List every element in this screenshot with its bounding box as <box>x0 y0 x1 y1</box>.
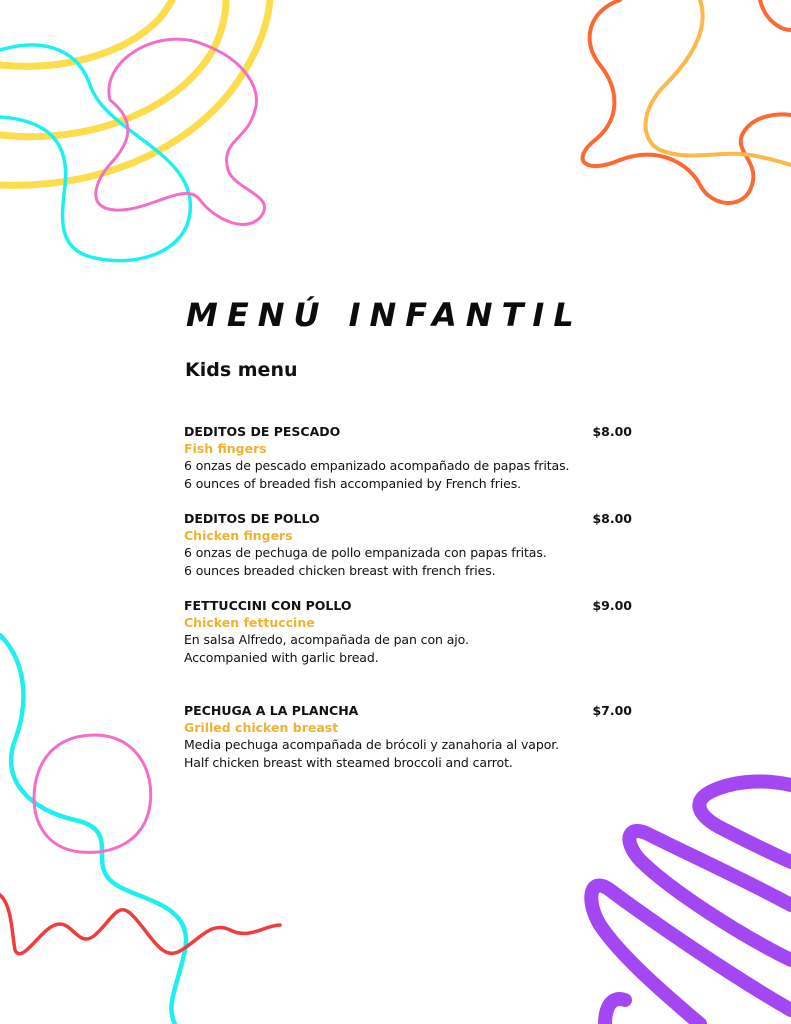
item-english-name: Fish fingers <box>184 441 267 456</box>
item-english-name: Grilled chicken breast <box>184 720 339 735</box>
yellow-arcs-decoration <box>0 0 270 185</box>
item-english-name: Chicken fettuccine <box>184 615 315 630</box>
orange-corner-decoration <box>760 0 791 30</box>
item-price: $9.00 <box>592 598 632 613</box>
item-description-es: Media pechuga acompañada de brócoli y zanahoria al vapor. <box>184 737 560 752</box>
orange-squiggle-decoration <box>583 0 791 203</box>
cyan-line-decoration <box>0 635 186 1024</box>
item-description-en: 6 ounces breaded chicken breast with french fries. <box>184 562 496 578</box>
purple-curl-decoration <box>605 999 625 1024</box>
menu-item-grilled-chicken <box>184 702 634 771</box>
item-price: $8.00 <box>592 424 632 439</box>
page-title: MENÚ INFANTIL <box>186 296 583 334</box>
item-description-en: Half chicken breast with steamed broccoli and carrot. <box>184 754 513 770</box>
item-name: PECHUGA A LA PLANCHA <box>184 703 359 718</box>
item-description-es: En salsa Alfredo, acompañada de pan con ajo. <box>184 632 469 647</box>
item-description-en: Accompanied with garlic bread. <box>184 649 379 665</box>
purple-zigzag-decoration <box>591 781 791 1024</box>
item-price: $7.00 <box>592 703 632 718</box>
red-wave-decoration <box>0 895 280 954</box>
light-orange-squiggle-decoration <box>646 0 791 165</box>
item-description-es: 6 onzas de pescado empanizado acompañado de papas fritas. <box>184 458 570 473</box>
item-name: DEDITOS DE POLLO <box>184 511 320 526</box>
pink-circle-decoration <box>34 735 151 852</box>
menu-item-chicken-fingers <box>184 510 634 579</box>
menu-item-fish-fingers <box>184 423 634 492</box>
page-subtitle: Kids menu <box>185 359 298 381</box>
item-price: $8.00 <box>592 511 632 526</box>
item-name: FETTUCCINI CON POLLO <box>184 598 352 613</box>
item-description-en: 6 ounces of breaded fish accompanied by French fries. <box>184 475 521 491</box>
item-description-es: 6 onzas de pechuga de pollo empanizada con papas fritas. <box>184 545 547 560</box>
menu-item-chicken-fettuccine <box>184 597 634 666</box>
item-name: DEDITOS DE PESCADO <box>184 424 341 439</box>
pink-squiggle-decoration <box>96 39 265 224</box>
item-english-name: Chicken fingers <box>184 528 293 543</box>
